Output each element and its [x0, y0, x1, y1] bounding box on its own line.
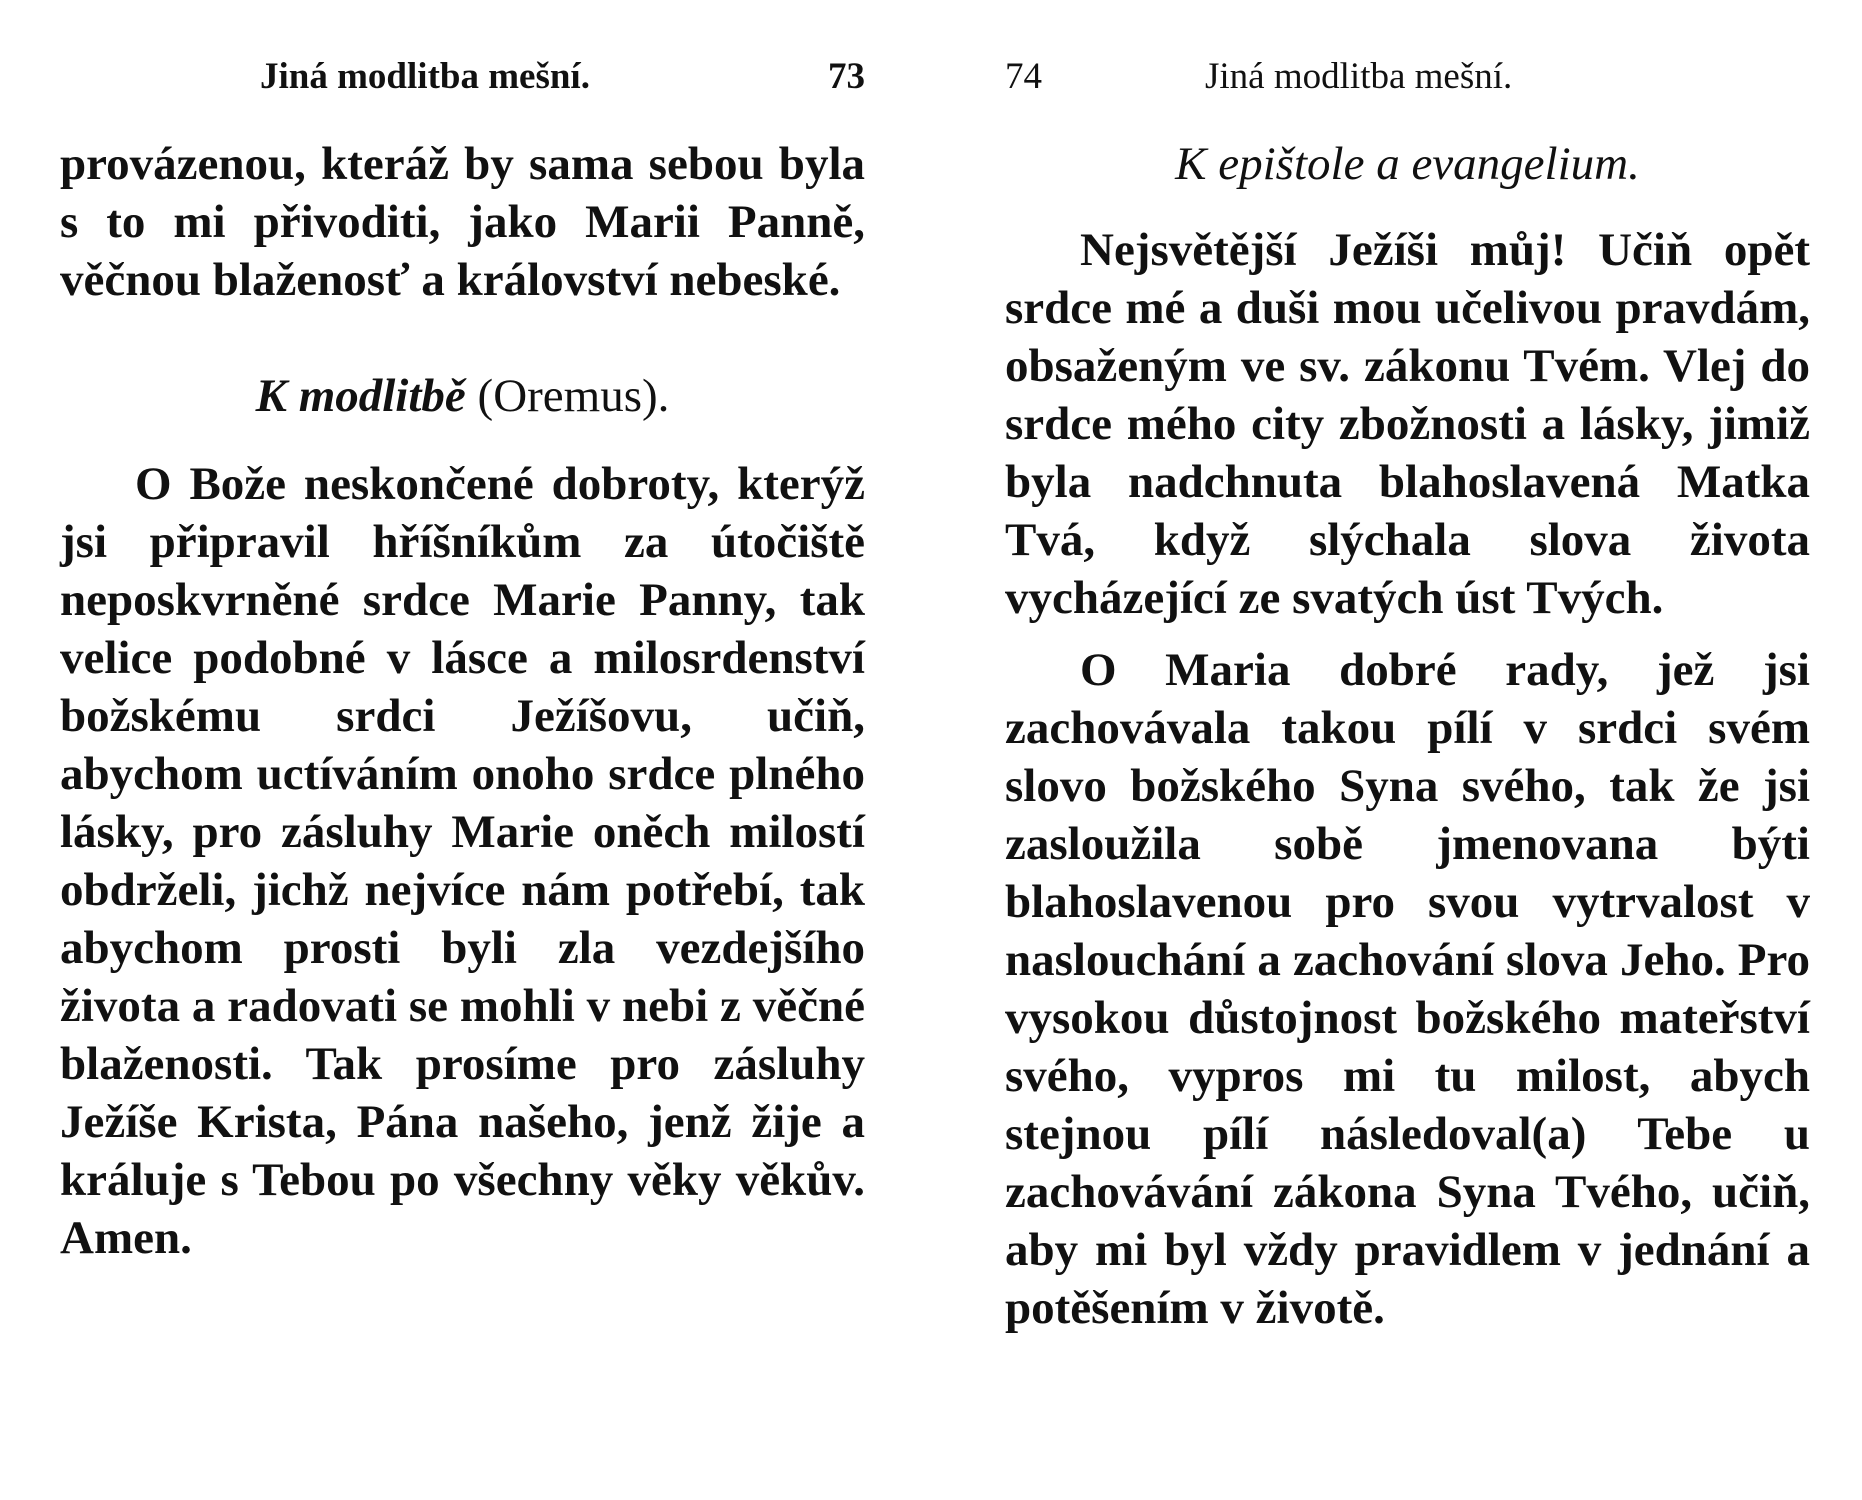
heading-rest: (Oremus).	[465, 370, 670, 422]
left-page-header	[60, 55, 865, 105]
continuation-paragraph: provázenou, kteráž by sama sebou byla s to mi přivoditi, jako Marii Panně, věčnou blaženosť a království nebeské.	[60, 138, 865, 306]
prayer-paragraph: O Maria dobré rady, jež jsi zachovávala takou pílí v srdci svém slovo božského Syna svého, tak že jsi zasloužila sobě jmenovana býti blahoslavenou pro svou vytrvalost v naslouchání a zachování slova Jeho. Pro vysokou důstojnost božského mateřství svého, vypros mi tu milost, abych stejnou pílí následoval(a) Tebe u zachovávání zákona Syna Tvého, učiň, aby mi byl vždy pravidlem v jednání a potěšením v životě.	[1005, 644, 1810, 1334]
prayer-paragraph: Nejsvětější Ježíši můj! Učiň opět srdce mé a duši mou učelivou pravdám, obsaženým ve sv. zákonu Tvém. Vlej do srdce mého city zbožnosti a lásky, jimiž byla nadchnuta blahoslavená Matka Tvá, když slýchala slova života vycházející ze svatých úst Tvých.	[1005, 224, 1810, 624]
running-title: Jiná modlitba mešní.	[260, 56, 590, 97]
heading-italic: K epištole a evangelium.	[1175, 138, 1640, 190]
running-title: Jiná modlitba mešní.	[1205, 56, 1513, 97]
section-heading	[60, 367, 865, 425]
heading-italic: K modlitbě	[255, 370, 466, 422]
right-page-header	[1005, 55, 1810, 105]
page-number: 73	[828, 56, 865, 97]
right-page-body	[1005, 135, 1810, 1337]
section-heading	[1005, 135, 1810, 193]
page-number: 74	[1005, 56, 1042, 97]
prayer-paragraph: O Bože neskončené dobroty, kterýž jsi připravil hříšníkům za útočiště neposkvrněné srdce Marie Panny, tak velice podobné v lásce a milosrdenství božskému srdci Ježíšovu, učiň, abychom uctíváním onoho srdce plného lásky, pro zásluhy Marie oněch milostí obdrželi, jichž nejvíce nám potřebí, tak abychom prosti byli zla vezdejšího života a radovati se mohli v nebi z věčné blaženosti. Tak prosíme pro zásluhy Ježíše Krista, Pána našeho, jenž žije a králuje s Tebou po všechny věky věkův. Amen.	[60, 458, 865, 1264]
left-page-body	[60, 135, 865, 1267]
right-page	[1005, 0, 1810, 1500]
left-page	[60, 0, 865, 1500]
